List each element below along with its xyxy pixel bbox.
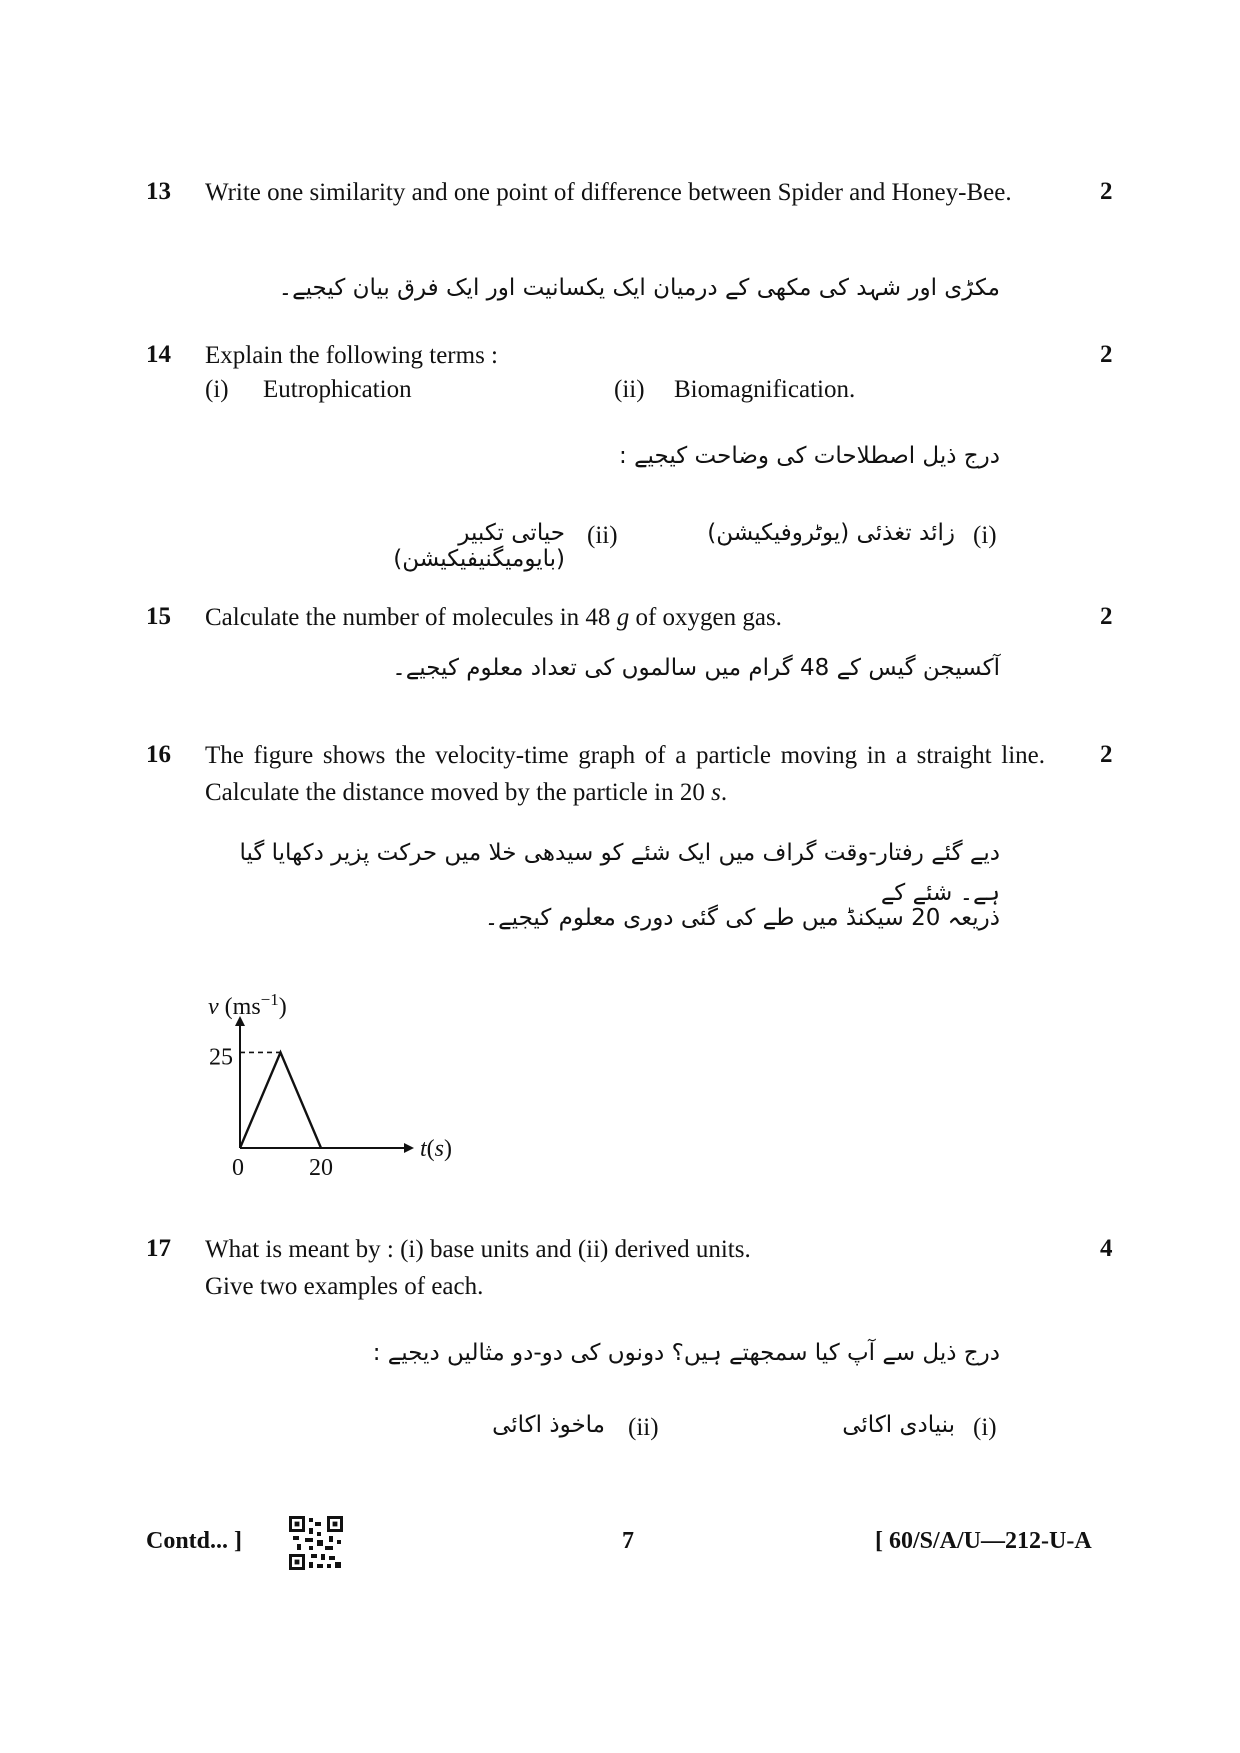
question-text-urdu: آکسیجن گیس کے 48 گرام میں سالموں کی تعداد معلوم کیجیے۔ <box>392 655 1000 681</box>
question-text-english-line1: What is meant by : (i) base units and (ii) derived units. <box>205 1236 751 1263</box>
urdu-option-label: بنیادی اکائی <box>842 1412 955 1438</box>
option-label: Eutrophication <box>263 376 412 403</box>
question-number: 15 <box>146 603 171 630</box>
y-tick-label: 25 <box>209 1044 233 1071</box>
question-text-english: Write one similarity and one point of difference between Spider and Honey-Bee. <box>205 179 1012 206</box>
question-marks: 2 <box>1100 178 1113 205</box>
question-marks: 2 <box>1100 603 1113 630</box>
question-number: 14 <box>146 341 171 368</box>
question-text-urdu: مکڑی اور شہد کی مکھی کے درمیان ایک یکسانیت اور ایک فرق بیان کیجیے۔ <box>278 275 1000 301</box>
question-marks: 4 <box>1100 1235 1113 1262</box>
question-text-english: Explain the following terms : <box>205 342 499 369</box>
question-text-english: Calculate the number of molecules in 48 g of oxygen gas. <box>205 604 782 631</box>
qr-code-icon <box>289 1516 343 1570</box>
question-number: 17 <box>146 1235 171 1262</box>
urdu-option-number: (ii) <box>628 1414 659 1441</box>
question-marks: 2 <box>1100 741 1113 768</box>
question-text-urdu-line2: ذریعہ 20 سیکنڈ میں طے کی گئی دوری معلوم کیجیے۔ <box>484 905 1000 931</box>
option-number: (i) <box>205 376 229 403</box>
urdu-option-label: زائد تغذئی (یوٹروفیکیشن) <box>707 520 955 546</box>
velocity-series-line <box>240 1052 321 1148</box>
question-text-urdu-line1: دیے گئے رفتار-وقت گراف میں ایک شئے کو سیدھی خلا میں حرکت پزیر دکھایا گیا ہے۔ شئے کے <box>239 840 1000 906</box>
question-text-urdu: درج ذیل سے آپ کیا سمجھتے ہیں؟ دونوں کی دو-دو مثالیں دیجیے : <box>372 1340 1000 1366</box>
option-number: (ii) <box>614 376 645 403</box>
x-tick-label: 0 <box>232 1155 244 1181</box>
question-number: 16 <box>146 741 171 768</box>
question-marks: 2 <box>1100 341 1113 368</box>
y-axis-label: v $(ms^{-1})$ <box>208 990 287 1020</box>
question-text-english: The figure shows the velocity-time graph of a particle moving in a straight line. Calculate the distance moved by the particle in 20 s. <box>205 742 1045 806</box>
urdu-option-label: ماخوذ اکائی <box>492 1412 605 1438</box>
question-text-urdu: درج ذیل اصطلاحات کی وضاحت کیجیے : <box>619 443 1000 469</box>
question-text-english-line2: Give two examples of each. <box>205 1273 484 1300</box>
urdu-option-number: (i) <box>973 522 997 549</box>
paper-code: [ 60/S/A/U—212-U-A <box>875 1528 1092 1554</box>
option-label: Biomagnification. <box>674 376 856 403</box>
velocity-time-graph <box>200 990 480 1190</box>
page-number: 7 <box>622 1528 634 1554</box>
urdu-option-number: (ii) <box>587 522 618 549</box>
urdu-option-number: (i) <box>973 1414 997 1441</box>
footer-contd: Contd... ] <box>146 1528 243 1554</box>
x-tick-label: 20 <box>308 1155 333 1181</box>
urdu-option-label: حیاتی تکبیر (بایومیگنیفیکیشن) <box>393 520 565 572</box>
question-number: 13 <box>146 178 171 205</box>
x-axis-label: t(s) <box>420 1136 453 1162</box>
